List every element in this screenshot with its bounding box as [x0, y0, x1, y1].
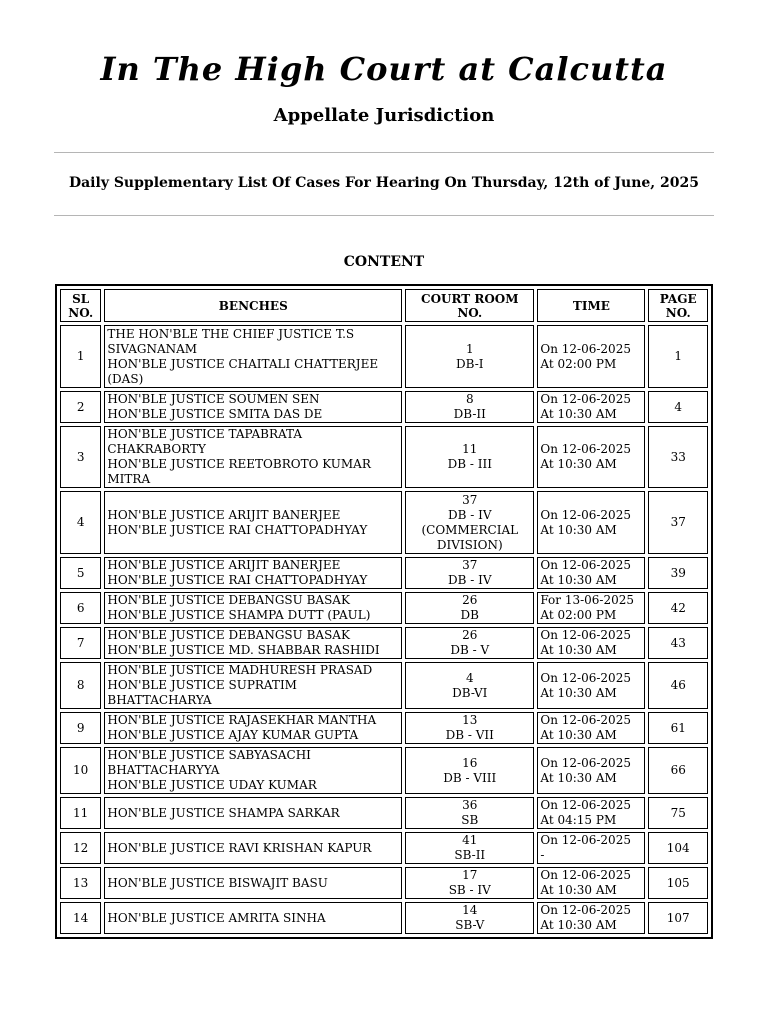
- time-cell: [537, 712, 645, 744]
- page-no-cell: 42: [648, 592, 708, 624]
- time-line: On 12-06-2025: [540, 670, 631, 685]
- court-room-line: 41: [462, 833, 478, 847]
- header-page-no: PAGE NO.: [648, 289, 708, 322]
- court-room-line: SB-II: [454, 848, 486, 862]
- time-cell: [537, 391, 645, 423]
- bench-justice-name: HON'BLE JUSTICE DEBANGSU BASAK: [107, 628, 350, 642]
- sl-no-cell: 14: [60, 902, 101, 934]
- court-room-cell: [405, 557, 534, 589]
- time-cell: [537, 797, 645, 829]
- bench-justice-name: HON'BLE JUSTICE ARIJIT BANERJEE: [107, 507, 341, 522]
- bench-justice-name: HON'BLE JUSTICE RAJASEKHAR MANTHA: [107, 713, 377, 727]
- header-benches: BENCHES: [104, 289, 402, 322]
- page-no-cell: 43: [648, 627, 708, 659]
- court-room-cell: [405, 747, 534, 794]
- benches-cell: [104, 797, 402, 829]
- court-room-cell: [405, 491, 534, 554]
- bench-justice-name: HON'BLE JUSTICE BISWAJIT BASU: [107, 875, 328, 890]
- content-table: [55, 284, 713, 939]
- time-line: At 10:30 AM: [540, 770, 617, 785]
- court-room-line: 11: [462, 442, 478, 456]
- table-row: [60, 712, 708, 744]
- court-room-line: 17: [462, 868, 478, 882]
- sl-no-cell: 13: [60, 867, 101, 899]
- time-line: -: [540, 848, 545, 862]
- court-room-line: 1: [465, 341, 474, 356]
- time-cell: [537, 662, 645, 709]
- benches-cell: [104, 325, 402, 388]
- time-line: On 12-06-2025: [540, 713, 631, 727]
- court-room-line: DB - V: [450, 643, 490, 657]
- benches-cell: [104, 426, 402, 488]
- sl-no-cell: 12: [60, 832, 101, 864]
- jurisdiction-heading: Appellate Jurisdiction: [273, 105, 495, 126]
- court-room-line: SB - IV: [448, 883, 491, 897]
- benches-cell: [104, 391, 402, 423]
- time-line: On 12-06-2025: [540, 558, 631, 572]
- court-title: In The High Court at Calcutta: [100, 50, 668, 88]
- page-no-cell: 66: [648, 747, 708, 794]
- table-row: [60, 391, 708, 423]
- benches-cell: [104, 491, 402, 554]
- page-no-cell: 105: [648, 867, 708, 899]
- court-room-line: DB - VII: [445, 728, 494, 742]
- time-line: At 10:30 AM: [540, 522, 617, 537]
- time-line: On 12-06-2025: [540, 341, 631, 356]
- page-no-cell: 107: [648, 902, 708, 934]
- page-no-cell: 75: [648, 797, 708, 829]
- page-no-cell: 104: [648, 832, 708, 864]
- court-room-line: 8: [465, 392, 474, 406]
- bench-justice-name: HON'BLE JUSTICE ARIJIT BANERJEE: [107, 558, 341, 572]
- page-no-cell: 46: [648, 662, 708, 709]
- time-line: On 12-06-2025: [540, 755, 631, 770]
- bench-justice-name: HON'BLE JUSTICE RAVI KRISHAN KAPUR: [107, 840, 372, 855]
- benches-cell: [104, 902, 402, 934]
- time-line: On 12-06-2025: [540, 798, 631, 812]
- time-line: At 10:30 AM: [540, 573, 617, 587]
- page-no-cell: 61: [648, 712, 708, 744]
- table-row: [60, 902, 708, 934]
- time-line: At 02:00 PM: [540, 608, 617, 622]
- time-cell: [537, 902, 645, 934]
- court-room-line: 16: [462, 755, 478, 770]
- court-room-line: SB-V: [455, 918, 485, 932]
- time-line: At 10:30 AM: [540, 918, 617, 932]
- court-room-cell: [405, 712, 534, 744]
- court-room-line: 4: [465, 670, 474, 685]
- bench-justice-name: HON'BLE JUSTICE REETOBROTO KUMAR MITRA: [107, 457, 371, 486]
- time-line: At 10:30 AM: [540, 407, 617, 421]
- bench-justice-name: HON'BLE JUSTICE DEBANGSU BASAK: [107, 593, 350, 607]
- court-room-line: DB - III: [447, 457, 492, 471]
- court-room-cell: [405, 627, 534, 659]
- court-room-line: 26: [462, 628, 478, 642]
- sl-no-cell: 3: [60, 426, 101, 488]
- court-room-line: 26: [462, 593, 478, 607]
- court-room-line: DB-II: [453, 407, 486, 421]
- court-room-line: SB: [461, 813, 479, 827]
- time-line: On 12-06-2025: [540, 442, 631, 456]
- table-row: [60, 747, 708, 794]
- court-room-line: 36: [462, 798, 478, 812]
- time-cell: [537, 491, 645, 554]
- court-room-cell: [405, 832, 534, 864]
- time-line: At 10:30 AM: [540, 728, 617, 742]
- time-line: On 12-06-2025: [540, 833, 631, 847]
- table-row: [60, 662, 708, 709]
- time-cell: [537, 325, 645, 388]
- court-room-line: (COMMERCIAL DIVISION): [421, 522, 519, 552]
- time-line: At 10:30 AM: [540, 643, 617, 657]
- time-cell: [537, 592, 645, 624]
- sl-no-cell: 6: [60, 592, 101, 624]
- time-cell: [537, 867, 645, 899]
- court-room-cell: [405, 662, 534, 709]
- bench-justice-name: HON'BLE JUSTICE SABYASACHI BHATTACHARYYA: [107, 748, 311, 777]
- bench-justice-name: HON'BLE JUSTICE SOUMEN SEN: [107, 392, 320, 406]
- content-heading: CONTENT: [343, 254, 425, 270]
- page-no-cell: 39: [648, 557, 708, 589]
- court-room-cell: [405, 391, 534, 423]
- bench-justice-name: HON'BLE JUSTICE UDAY KUMAR: [107, 778, 317, 792]
- bench-justice-name: HON'BLE JUSTICE MD. SHABBAR RASHIDI: [107, 643, 380, 657]
- benches-cell: [104, 832, 402, 864]
- court-room-line: DB - IV: [448, 507, 492, 522]
- time-line: At 10:30 AM: [540, 883, 617, 897]
- bench-justice-name: THE HON'BLE THE CHIEF JUSTICE T.S SIVAGNANAM: [107, 326, 355, 356]
- court-room-line: 13: [462, 713, 478, 727]
- bench-justice-name: HON'BLE JUSTICE AMRITA SINHA: [107, 910, 326, 925]
- court-room-cell: [405, 592, 534, 624]
- court-room-line: 37: [462, 558, 478, 572]
- sl-no-cell: 2: [60, 391, 101, 423]
- court-room-line: 37: [462, 492, 478, 507]
- sl-no-cell: 11: [60, 797, 101, 829]
- bench-justice-name: HON'BLE JUSTICE SHAMPA SARKAR: [107, 805, 340, 820]
- benches-cell: [104, 627, 402, 659]
- table-row: [60, 627, 708, 659]
- time-line: At 02:00 PM: [540, 356, 617, 371]
- time-cell: [537, 557, 645, 589]
- sl-no-cell: 7: [60, 627, 101, 659]
- table-row: [60, 426, 708, 488]
- sl-no-cell: 10: [60, 747, 101, 794]
- bench-justice-name: HON'BLE JUSTICE RAI CHATTOPADHYAY: [107, 522, 368, 537]
- court-room-cell: [405, 867, 534, 899]
- table-body: [60, 325, 708, 934]
- bench-justice-name: HON'BLE JUSTICE SMITA DAS DE: [107, 407, 323, 421]
- page-no-cell: 1: [648, 325, 708, 388]
- table-row: [60, 592, 708, 624]
- benches-cell: [104, 712, 402, 744]
- time-line: At 10:30 AM: [540, 457, 617, 471]
- table-row: [60, 325, 708, 388]
- header-sl-no: SL NO.: [60, 289, 101, 322]
- divider-bottom: [54, 215, 714, 216]
- time-line: On 12-06-2025: [540, 392, 631, 406]
- table-row: [60, 797, 708, 829]
- benches-cell: [104, 592, 402, 624]
- bench-justice-name: HON'BLE JUSTICE RAI CHATTOPADHYAY: [107, 573, 368, 587]
- table-header-row: [60, 289, 708, 322]
- court-room-cell: [405, 426, 534, 488]
- bench-justice-name: HON'BLE JUSTICE TAPABRATA CHAKRABORTY: [107, 427, 303, 456]
- page-no-cell: 37: [648, 491, 708, 554]
- time-line: On 12-06-2025: [540, 507, 631, 522]
- time-cell: [537, 832, 645, 864]
- court-room-line: 14: [462, 903, 478, 917]
- bench-justice-name: HON'BLE JUSTICE AJAY KUMAR GUPTA: [107, 728, 359, 742]
- time-line: At 10:30 AM: [540, 685, 617, 700]
- page-no-cell: 33: [648, 426, 708, 488]
- benches-cell: [104, 557, 402, 589]
- time-line: For 13-06-2025: [540, 593, 635, 607]
- court-room-line: DB - VIII: [443, 770, 497, 785]
- court-room-cell: [405, 325, 534, 388]
- time-line: On 12-06-2025: [540, 903, 631, 917]
- header-court-room: COURT ROOM NO.: [405, 289, 534, 322]
- court-room-line: DB - IV: [448, 573, 492, 587]
- benches-cell: [104, 867, 402, 899]
- time-cell: [537, 747, 645, 794]
- sl-no-cell: 4: [60, 491, 101, 554]
- table-row: [60, 491, 708, 554]
- table-row: [60, 867, 708, 899]
- bench-justice-name: HON'BLE JUSTICE SHAMPA DUTT (PAUL): [107, 608, 371, 622]
- sl-no-cell: 5: [60, 557, 101, 589]
- court-room-cell: [405, 902, 534, 934]
- time-line: At 04:15 PM: [540, 813, 617, 827]
- table-row: [60, 557, 708, 589]
- benches-cell: [104, 662, 402, 709]
- time-line: On 12-06-2025: [540, 868, 631, 882]
- benches-cell: [104, 747, 402, 794]
- content-table-wrapper: [55, 284, 713, 932]
- sl-no-cell: 9: [60, 712, 101, 744]
- court-room-line: DB-VI: [452, 685, 488, 700]
- header-time: TIME: [537, 289, 645, 322]
- divider-top: [54, 152, 714, 153]
- page-no-cell: 4: [648, 391, 708, 423]
- list-title: Daily Supplementary List Of Cases For Hearing On Thursday, 12th of June, 2025: [68, 175, 700, 191]
- court-room-line: DB-I: [456, 356, 484, 371]
- sl-no-cell: 8: [60, 662, 101, 709]
- table-row: [60, 832, 708, 864]
- bench-justice-name: HON'BLE JUSTICE CHAITALI CHATTERJEE (DAS): [107, 356, 379, 386]
- bench-justice-name: HON'BLE JUSTICE SUPRATIM BHATTACHARYA: [107, 678, 297, 707]
- bench-justice-name: HON'BLE JUSTICE MADHURESH PRASAD: [107, 663, 373, 677]
- time-cell: [537, 426, 645, 488]
- time-cell: [537, 627, 645, 659]
- time-line: On 12-06-2025: [540, 628, 631, 642]
- sl-no-cell: 1: [60, 325, 101, 388]
- court-room-line: DB: [460, 608, 479, 622]
- court-room-cell: [405, 797, 534, 829]
